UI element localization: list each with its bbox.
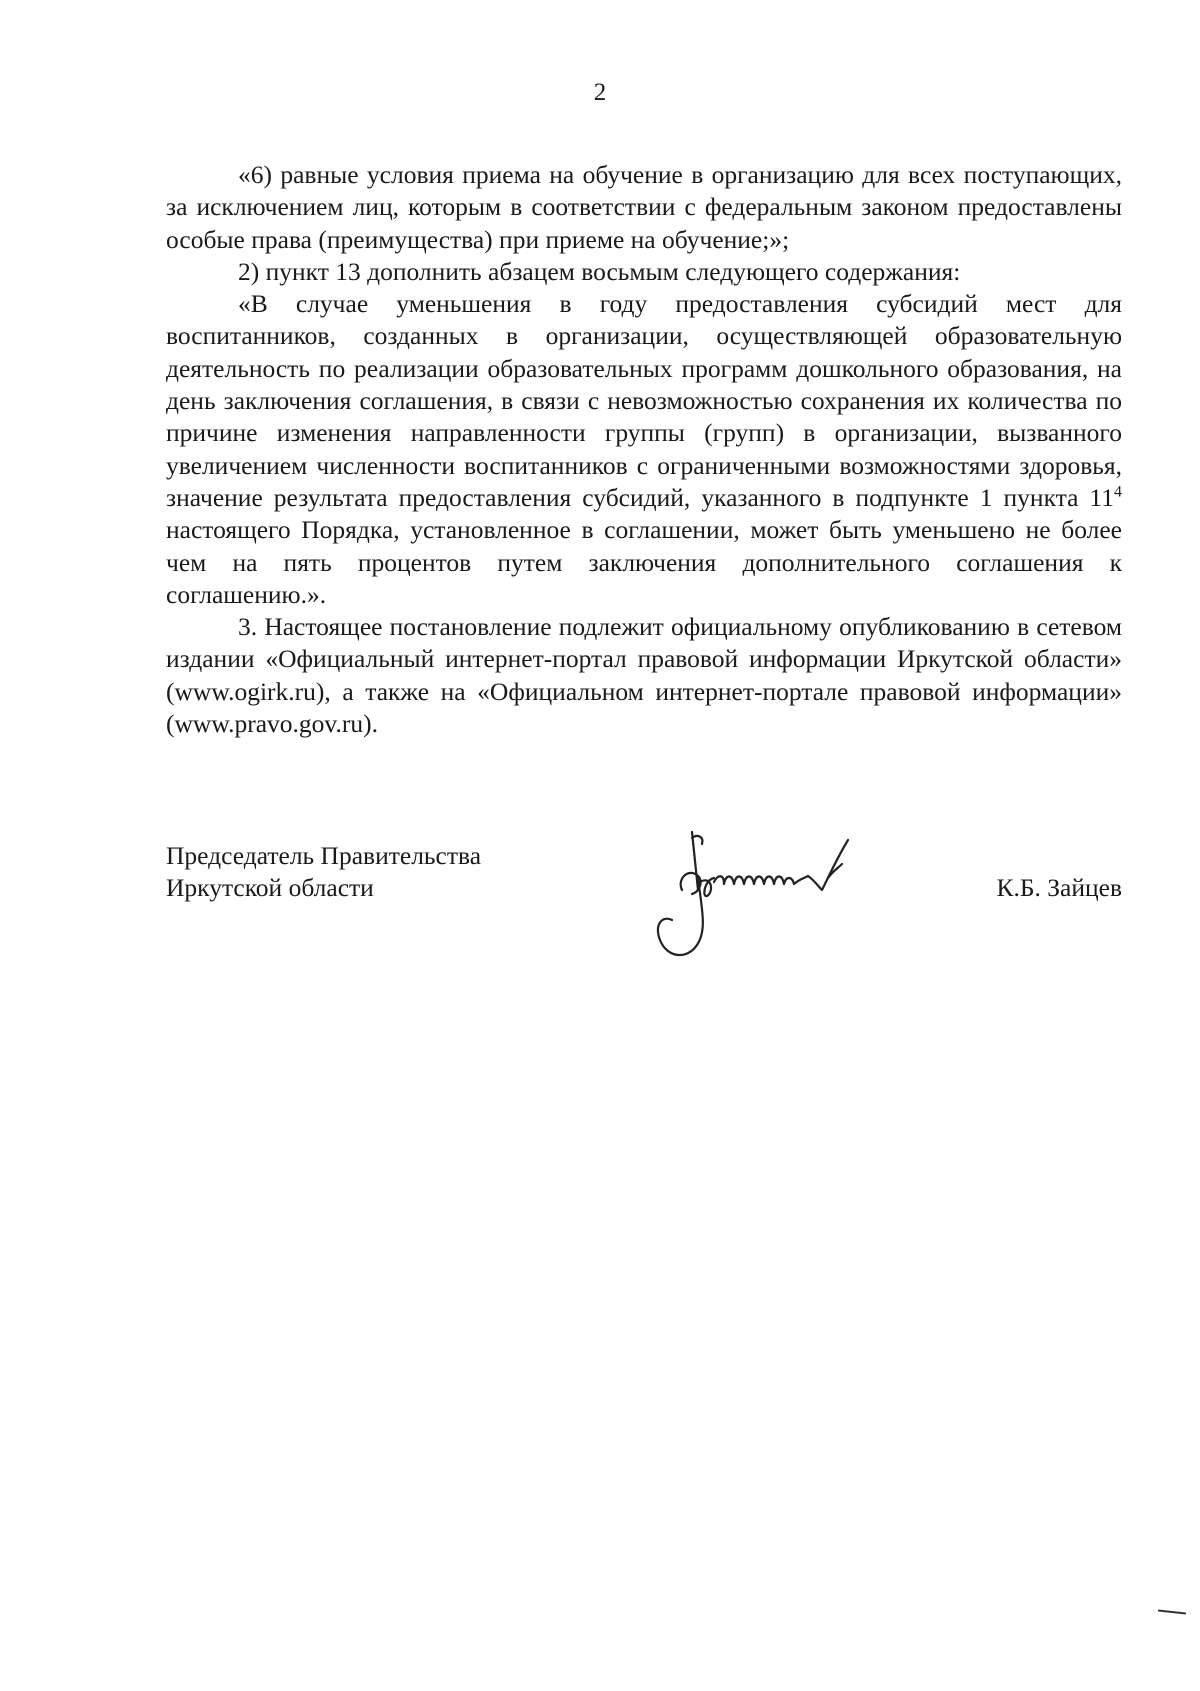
signatory-position-line2: Иркутской области [166,873,374,902]
paragraph-4: 3. Настоящее постановление подлежит официальному опубликованию в сетевом издании «Официальный интернет-портал правовой информации Иркутской области» (www.ogirk.ru), а также на «Официальном интернет-портале правовой информации» (www.pravo.gov.ru). [166,612,1122,739]
signatory-position [166,840,481,904]
paragraph-3-text-end: настоящего Порядка, установленное в соглашении, может быть уменьшено не более чем на пять процентов путем заключения дополнительного соглашения к соглашению.». [166,515,1122,609]
superscript-4: 4 [1114,483,1122,501]
handwritten-signature [652,820,912,980]
paragraph-1: «6) равные условия приема на обучение в организацию для всех поступающих, за исключением лиц, которым в соответствии с федеральным законом предоставлены особые права (преимущества) при приеме на обучение;»; [166,160,1122,254]
signatory-name: К.Б. Зайцев [996,873,1122,902]
scan-edge-mark [1158,1610,1186,1615]
signatory-position-line1: Председатель Правительства [166,841,482,870]
signature-block [166,840,1122,990]
page-number: 2 [593,79,607,106]
paragraph-2: 2) пункт 13 дополнить абзацем восьмым следующего содержания: [238,256,961,286]
paragraph-3 [166,288,1122,611]
paragraph-3-text: «В случае уменьшения в году предоставления субсидий мест для воспитанников, созданных в организации, осуществляющей образовательную деятельность по реализации образовательных программ дошкольного образования, на день заключения соглашения, в связи с невозможностью сохранения их количества по причине изменения направленности группы (групп) в организации, вызванного увеличением численности воспитанников с ограниченными возможностями здоровья, значение результата предоставления субсидий, указанного в подпункте 1 пункта 11 [166,289,1122,512]
document-body [166,159,1122,740]
